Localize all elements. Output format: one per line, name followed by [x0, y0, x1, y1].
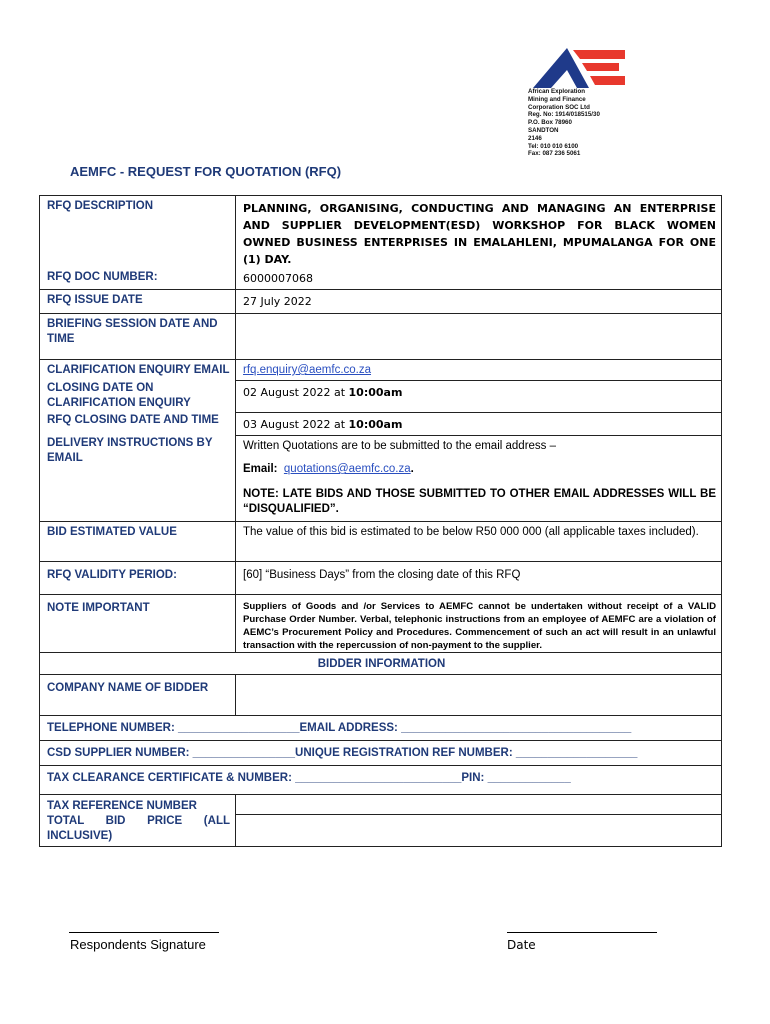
company-info-line: Reg. No: 1914/018515/30 [528, 111, 600, 119]
rfq-validity-value: [60] “Business Days” from the closing date of this RFQ [236, 562, 722, 595]
total-bid-price-field[interactable] [236, 814, 722, 847]
rfq-issue-date-value: 27 July 2022 [236, 290, 722, 314]
delivery-instructions-value [236, 436, 722, 522]
company-info-line: 2146 [528, 134, 542, 142]
rfq-description-value: PLANNING, ORGANISING, CONDUCTING AND MANAGING AN ENTERPRISE AND SUPPLIER DEVELOPMENT(ESD) WORKSHOP FOR BLACK WOMEN OWNED BUSINESS ENTERPRISES IN EMALAHLENI, MPUMALANGA FOR ONE (1) DAY. [236, 196, 722, 271]
document-title: AEMFC - REQUEST FOR QUOTATION (RFQ) [70, 164, 342, 179]
row-rfq-doc-number [40, 270, 722, 290]
row-tax-reference [40, 795, 722, 815]
note-important-text: Suppliers of Goods and /or Services to AEMFC cannot be undertaken without receipt of a VALID Purchase Order Number. Verbal, telephonic instructions from an employee of AEMFC are a violation of AEMC’s Procurement Policy and Procedures. Commencement of such an act will result in an unlawful transaction with the repercussion of non-payment to the supplier. [236, 595, 722, 653]
date-line [507, 932, 657, 933]
rfq-closing-label: RFQ CLOSING DATE AND TIME [40, 413, 236, 436]
row-closing-clarification [40, 381, 722, 413]
clarification-email-label: CLARIFICATION ENQUIRY EMAIL [40, 360, 236, 381]
rfq-doc-number-value: 6000007068 [236, 270, 722, 290]
company-address-block [528, 88, 600, 158]
row-telephone-email [40, 716, 722, 741]
row-company-name [40, 675, 722, 716]
company-info-line: Fax: 087 236 5061 [528, 150, 581, 158]
total-bid-price-label: TOTAL BID PRICE (ALL INCLUSIVE) [40, 814, 236, 847]
telephone-email-line[interactable]: TELEPHONE NUMBER: ___________________EMAIL ADDRESS: ____________________________________ [40, 716, 722, 741]
tax-reference-label: TAX REFERENCE NUMBER [40, 795, 236, 815]
briefing-session-label: BRIEFING SESSION DATE AND TIME [40, 314, 236, 360]
row-delivery-instructions [40, 436, 722, 522]
rfq-issue-date-label: RFQ ISSUE DATE [40, 290, 236, 314]
company-name-field[interactable] [236, 675, 722, 716]
row-total-bid-price [40, 814, 722, 847]
closing-clarification-value: 02 August 2022 at 10:00am [236, 381, 722, 413]
company-info-line: African Exploration [528, 88, 586, 95]
company-info-line: Mining and Finance [528, 95, 586, 103]
row-rfq-validity [40, 562, 722, 595]
rfq-validity-label: RFQ VALIDITY PERIOD: [40, 562, 236, 595]
signature-line [69, 932, 219, 933]
company-info-line: Tel: 010 010 6100 [528, 142, 579, 150]
rfq-table [39, 195, 722, 847]
respondents-signature-label: Respondents Signature [70, 937, 206, 952]
bid-estimated-value-label: BID ESTIMATED VALUE [40, 522, 236, 562]
rfq-description-label: RFQ DESCRIPTION [40, 196, 236, 271]
row-rfq-issue-date [40, 290, 722, 314]
company-info-line: P.O. Box 78960 [528, 119, 572, 127]
rfq-doc-number-label: RFQ DOC NUMBER: [40, 270, 236, 290]
row-rfq-closing [40, 413, 722, 436]
bid-estimated-value-text: The value of this bid is estimated to be below R50 000 000 (all applicable taxes included). [236, 522, 722, 562]
row-bidder-information [40, 653, 722, 675]
row-note-important [40, 595, 722, 653]
company-info-line: SANDTON [528, 126, 559, 134]
date-label: Date [507, 938, 536, 952]
closing-clarification-label: CLOSING DATE ON CLARIFICATION ENQUIRY [40, 381, 236, 413]
csd-unique-ref-line[interactable]: CSD SUPPLIER NUMBER: ________________UNIQUE REGISTRATION REF NUMBER: ___________________ [40, 741, 722, 766]
delivery-instructions-label: DELIVERY INSTRUCTIONS BY EMAIL [40, 436, 236, 522]
rfq-closing-value: 03 August 2022 at 10:00am [236, 413, 722, 436]
row-bid-estimated-value [40, 522, 722, 562]
company-name-label: COMPANY NAME OF BIDDER [40, 675, 236, 716]
clarification-email-link[interactable]: rfq.enquiry@aemfc.co.za [243, 364, 372, 376]
clarification-email-value [236, 360, 722, 381]
row-briefing-session [40, 314, 722, 360]
aemfc-logo [527, 48, 627, 88]
tax-clearance-line[interactable]: TAX CLEARANCE CERTIFICATE & NUMBER: __________________________PIN: _____________ [40, 766, 722, 795]
delivery-email-link[interactable]: quotations@aemfc.co.za [283, 463, 411, 475]
delivery-text: Written Quotations are to be submitted to the email address – [243, 440, 557, 452]
tax-reference-field[interactable] [236, 795, 722, 815]
delivery-note: NOTE: LATE BIDS AND THOSE SUBMITTED TO OTHER EMAIL ADDRESSES WILL BE “DISQUALIFIED”. [243, 488, 716, 515]
delivery-email-line: Email: quotations@aemfc.co.za. [243, 463, 414, 475]
row-csd-unique-ref [40, 741, 722, 766]
briefing-session-value [236, 314, 722, 360]
row-rfq-description [40, 196, 722, 271]
row-clarification-email [40, 360, 722, 381]
note-important-label: NOTE IMPORTANT [40, 595, 236, 653]
bidder-information-header: BIDDER INFORMATION [40, 653, 722, 675]
company-info-line: Corporation SOC Ltd [528, 103, 590, 111]
row-tax-clearance [40, 766, 722, 795]
